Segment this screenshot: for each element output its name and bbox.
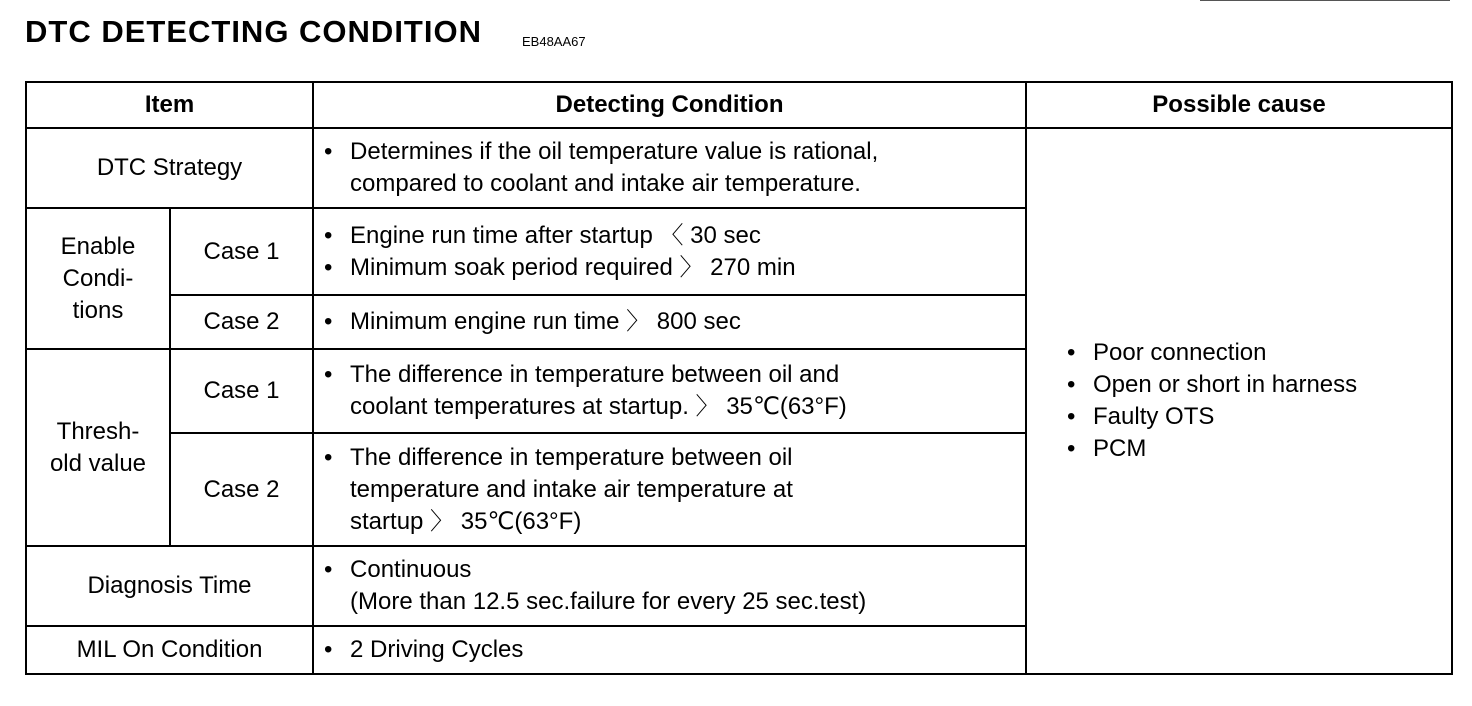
diagnosis-time-label: Diagnosis Time	[26, 546, 313, 626]
top-rule	[1200, 0, 1450, 1]
threshold-case-1-condition	[313, 349, 1026, 433]
dtc-strategy-condition	[313, 128, 1026, 208]
dtc-table	[25, 81, 1453, 675]
header-item: Item	[26, 82, 313, 128]
threshold-case-2-line: temperature and intake air temperature at	[350, 475, 793, 503]
threshold-case-2-line: startup 〉 35℃(63°F)	[350, 507, 582, 535]
enable-case-1-bullet: • Engine run time after startup 〈 30 sec	[350, 220, 1015, 252]
mil-bullet: • 2 Driving Cycles	[350, 634, 1015, 666]
threshold-case-2-line: • The difference in temperature between oil	[350, 442, 1015, 474]
diagnosis-line-1: • Continuous	[350, 554, 1015, 586]
enable-label-line: Enable	[60, 232, 136, 260]
enable-label-line: Condi-	[62, 264, 134, 292]
strategy-line-1: • Determines if the oil temperature value is rational,	[350, 136, 1015, 168]
enable-case-2-bullet: • Minimum engine run time 〉 800 sec	[350, 306, 1015, 338]
cause-item: • Open or short in harness	[1093, 369, 1451, 401]
enable-case-2-condition	[313, 295, 1026, 349]
row-dtc-strategy	[26, 128, 1452, 208]
threshold-case-1-line: • The difference in temperature between oil and	[350, 359, 1015, 391]
enable-conditions-label	[26, 208, 170, 349]
threshold-case-1-label: Case 1	[170, 349, 313, 433]
threshold-case-1-line: coolant temperatures at startup. 〉 35℃(63°F)	[350, 393, 847, 420]
threshold-label-line: old value	[49, 449, 147, 477]
threshold-case-2-label: Case 2	[170, 433, 313, 546]
page-title: DTC DETECTING CONDITION	[25, 14, 482, 49]
diagnosis-time-condition	[313, 546, 1026, 626]
cause-item: • Faulty OTS	[1093, 401, 1451, 433]
cause-item: • PCM	[1093, 433, 1451, 465]
cause-item: • Poor connection	[1093, 337, 1451, 369]
dtc-strategy-label: DTC Strategy	[26, 128, 313, 208]
header-cause: Possible cause	[1026, 82, 1452, 128]
threshold-value-label	[26, 349, 170, 546]
diagnosis-line-2: (More than 12.5 sec.failure for every 25 sec.test)	[350, 588, 867, 615]
header-row	[26, 82, 1452, 128]
mil-on-condition-label: MIL On Condition	[26, 626, 313, 674]
enable-case-2-label: Case 2	[170, 295, 313, 349]
enable-label-line: tions	[72, 296, 124, 324]
enable-case-1-label: Case 1	[170, 208, 313, 295]
threshold-case-2-condition	[313, 433, 1026, 546]
threshold-label-line: Thresh-	[56, 417, 140, 445]
enable-case-1-bullet: • Minimum soak period required 〉 270 min	[350, 252, 1015, 284]
enable-case-1-condition	[313, 208, 1026, 295]
strategy-line-2: compared to coolant and intake air temperature.	[350, 170, 861, 197]
possible-cause-cell	[1026, 128, 1452, 674]
header-condition: Detecting Condition	[313, 82, 1026, 128]
document-code: EB48AA67	[522, 34, 586, 49]
mil-on-condition-value	[313, 626, 1026, 674]
